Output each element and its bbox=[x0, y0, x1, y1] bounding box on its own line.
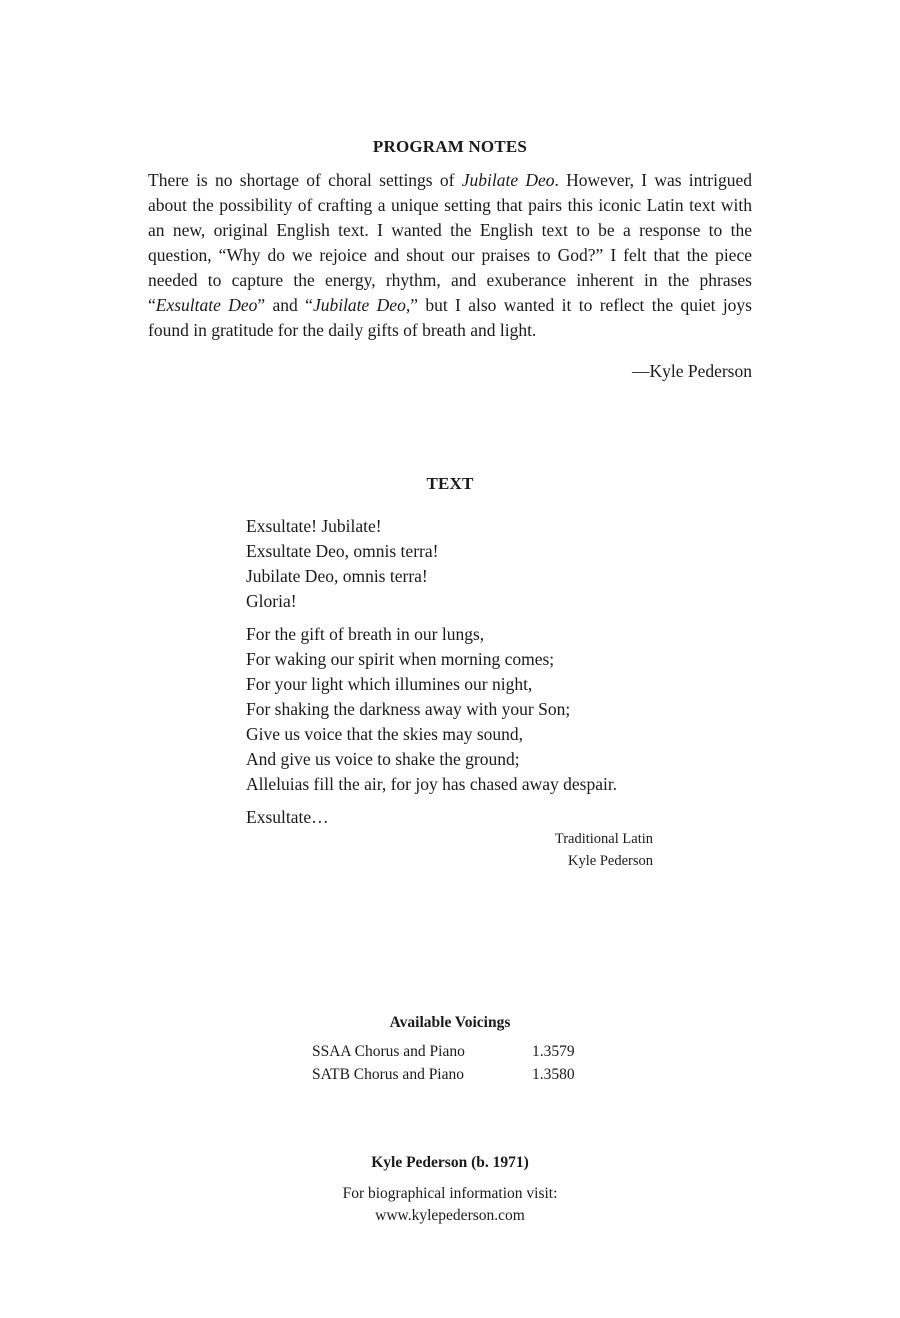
poem-line: And give us voice to shake the ground; bbox=[246, 749, 520, 769]
voicing-row bbox=[312, 1040, 592, 1063]
poem-stanza-3 bbox=[246, 805, 666, 830]
voicing-name: SATB Chorus and Piano bbox=[312, 1066, 464, 1083]
text-heading: TEXT bbox=[426, 474, 474, 493]
voicing-name: SSAA Chorus and Piano bbox=[312, 1043, 465, 1060]
poem-line: Exsultate! Jubilate! bbox=[246, 516, 382, 536]
program-notes-heading: PROGRAM NOTES bbox=[372, 137, 528, 156]
notes-text: ” and “ bbox=[257, 295, 313, 315]
notes-italic-title: Exsultate Deo bbox=[155, 295, 258, 315]
poem-line: For your light which illumines our night, bbox=[246, 674, 533, 694]
voicing-number: 1.3579 bbox=[532, 1043, 575, 1060]
program-notes-body bbox=[148, 168, 752, 343]
poem-stanza-2 bbox=[246, 622, 666, 797]
composer-bio bbox=[0, 1183, 900, 1227]
program-notes-signature: —Kyle Pederson bbox=[631, 361, 752, 381]
poem-line: For the gift of breath in our lungs, bbox=[246, 624, 485, 644]
credit-line: Kyle Pederson bbox=[568, 853, 653, 869]
poem-line: Exsultate… bbox=[246, 807, 329, 827]
poem-line: Gloria! bbox=[246, 591, 297, 611]
composer-name: Kyle Pederson (b. 1971) bbox=[371, 1154, 529, 1171]
notes-text: ” but I also wanted it to reflect the quiet joys found in gratitude for the daily gifts of breath and light. bbox=[148, 295, 752, 340]
poem-line: Jubilate Deo, omnis terra! bbox=[246, 566, 428, 586]
voicing-row bbox=[312, 1063, 592, 1086]
notes-italic-title: Jubilate Deo, bbox=[312, 295, 411, 315]
bio-url: www.kylepederson.com bbox=[375, 1207, 525, 1224]
poem-line: For waking our spirit when morning comes; bbox=[246, 649, 555, 669]
poem-stanza-1 bbox=[246, 514, 666, 614]
voicing-number: 1.3580 bbox=[532, 1066, 575, 1083]
poem-line: Exsultate Deo, omnis terra! bbox=[246, 541, 439, 561]
notes-text: There is no shortage of choral settings of bbox=[148, 170, 462, 190]
credit-line: Traditional Latin bbox=[554, 831, 653, 847]
program-notes-paragraph bbox=[148, 168, 752, 343]
poem-line: Give us voice that the skies may sound, bbox=[246, 724, 524, 744]
voicings-list bbox=[312, 1040, 592, 1086]
text-credits bbox=[400, 828, 653, 872]
bio-text: For biographical information visit: bbox=[342, 1185, 558, 1202]
notes-italic-title: Jubilate Deo bbox=[461, 170, 555, 190]
notes-text: . However, I was intrigued about the possibility of crafting a unique setting that pairs this iconic Latin text with an new, original English text. I wanted the English text to be a response to the question, “Why do we rejoice and shout our praises to God?” I felt that the piece needed to capture the energy, rhythm, and exuberance inherent in the phrases “ bbox=[148, 170, 752, 315]
poem-line: Alleluias fill the air, for joy has chased away despair. bbox=[246, 774, 618, 794]
poem-line: For shaking the darkness away with your Son; bbox=[246, 699, 571, 719]
voicings-title: Available Voicings bbox=[389, 1014, 511, 1031]
